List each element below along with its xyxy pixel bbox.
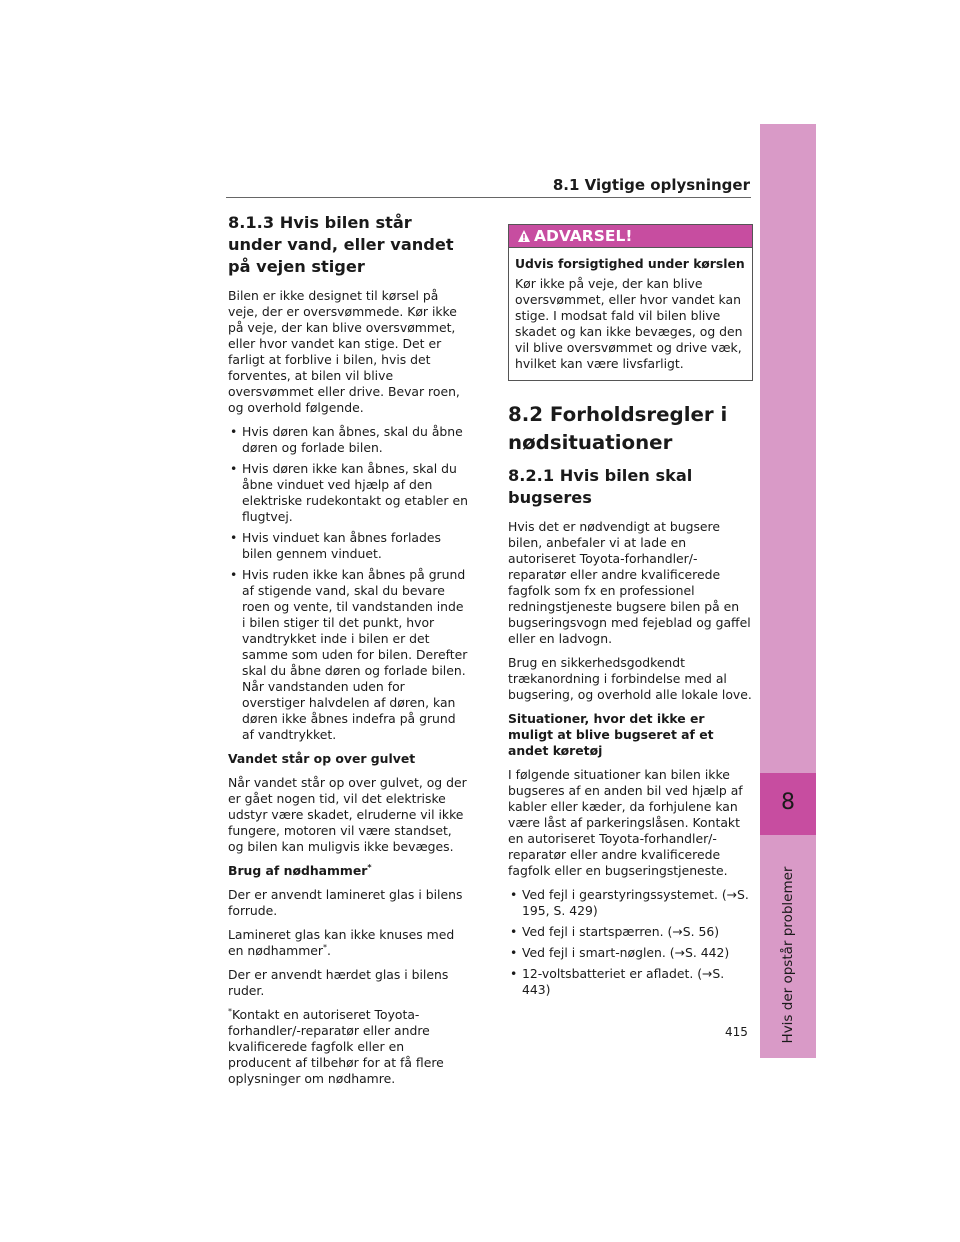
water-heading: Vandet står op over gulvet (228, 751, 416, 766)
hammer-paragraph-3: Der er anvendt hærdet glas i bilens ruder. (228, 967, 449, 998)
running-header: 8.1 Vigtige oplysninger (552, 176, 750, 194)
warning-label: ADVARSEL! (534, 227, 633, 245)
towing-paragraph-3: I følgende situationer kan bilen ikke bugseres af en anden bil ved hjælp af kabler eller kæder, da forhjulene kan være låst af parkeringslåsen. Kontakt en autoriseret Toyota-forhandler/-reparatør eller andre kvalificerede fagfolk eller en bugseringstjeneste. (508, 767, 743, 878)
page-number: 415 (725, 1025, 748, 1039)
water-paragraph: Når vandet står op over gulvet, og der er gået nogen tid, vil det elektriske udstyr være skadet, elruderne vil ikke fungere, motoren vil være standset, og bilen kan muligvis ikke bevæges. (228, 775, 467, 854)
section-title-8-1-3: 8.1.3 Hvis bilen står under vand, eller vandet på vejen stiger (228, 213, 454, 276)
intro-paragraph: Bilen er ikke designet til kørsel på veje, der er oversvømmede. Kør ikke på veje, der kan blive oversvømmet, eller hvor vandet kan stige. Det er farligt at forblive i bilen, hvis det forventes, at bilen vil blive oversvømmet eller drive. Bevar roen, og overhold følgende. (228, 288, 460, 415)
header-rule (226, 197, 751, 198)
escape-steps-list (228, 424, 468, 743)
footnote: *Kontakt en autoriseret Toyota-forhandler/-reparatør eller andre kvalificerede fagfolk eller en producent af tilbehør for at få flere oplysninger om nødhamre. (228, 1006, 444, 1086)
warning-title: Udvis forsigtighed under kørslen (515, 256, 745, 271)
hammer-heading: Brug af nødhammer* (228, 862, 372, 878)
situation-heading: Situationer, hvor det ikke er muligt at blive bugseret af et andet køretøj (508, 711, 714, 758)
chapter-number: 8 (781, 790, 795, 815)
hammer-paragraph-1: Der er anvendt lamineret glas i bilens forrude. (228, 887, 463, 918)
list-item: • Hvis døren kan åbnes, skal du åbne døren og forlade bilen. (228, 424, 468, 456)
warning-header (509, 225, 752, 248)
warning-box (508, 224, 753, 381)
list-item: • Hvis døren ikke kan åbnes, skal du åbne vinduet ved hjælp af den elektriske rudekontakt og etabler en flugtvej. (228, 461, 468, 525)
section-title-8-2-1: 8.2.1 Hvis bilen skal bugseres (508, 466, 693, 507)
list-item: • Hvis ruden ikke kan åbnes på grund af stigende vand, skal du bevare roen og vente, til vandstanden inde i bilen stiger til det punkt, hvor vandtrykket inde i bilen er det samme som uden for bilen. Derefter skal du åbne døren og forlade bilen. Når vandstanden uden for overstiger halvdelen af døren, kan døren ikke åbnes indefra på grund af vandtrykket. (228, 567, 468, 743)
left-column (228, 212, 468, 1095)
right-column (508, 224, 753, 1006)
warning-text: Kør ikke på veje, der kan blive oversvømmet, eller hvor vandet kan stige. I modsat fald vil bilen blive skadet og kan ikke bevæges, og den vil blive oversvømmet og drive væk, hvilket kan være livsfarligt. (515, 276, 743, 371)
chapter-title: Hvis der opstår problemer (780, 866, 796, 1044)
footnote-marker: * (228, 1006, 232, 1016)
list-item: • Hvis vinduet kan åbnes forlades bilen gennem vinduet. (228, 530, 468, 562)
warning-body (509, 248, 752, 380)
list-item: • Ved fejl i gearstyringssystemet. (→S. 195, S. 429) (508, 887, 753, 919)
towing-paragraph-2: Brug en sikkerhedsgodkendt trækanordning i forbindelse med al bugsering, og overhold alle lokale love. (508, 655, 752, 702)
footnote-marker: * (367, 862, 372, 872)
warning-icon (517, 229, 531, 243)
list-item: • Ved fejl i startspærren. (→S. 56) (508, 924, 753, 940)
list-item: • 12-voltsbatteriet er afladet. (→S. 443) (508, 966, 753, 998)
hammer-paragraph-2: Lamineret glas kan ikke knuses med en nødhammer*. (228, 927, 455, 958)
towing-paragraph-1: Hvis det er nødvendigt at bugsere bilen, anbefaler vi at lade en autoriseret Toyota-forhandler/-reparatør eller andre kvalificerede fagfolk som fx en professionel redningstjeneste bugsere bilen på en bugseringsvogn med fejeblad og gaffel eller en ladvogn. (508, 519, 751, 646)
list-item: • Ved fejl i smart-nøglen. (→S. 442) (508, 945, 753, 961)
towing-situations-list (508, 887, 753, 998)
chapter-heading-8-2: 8.2 Forholdsregler i nødsituationer (508, 403, 728, 454)
footnote-marker: * (323, 942, 328, 952)
